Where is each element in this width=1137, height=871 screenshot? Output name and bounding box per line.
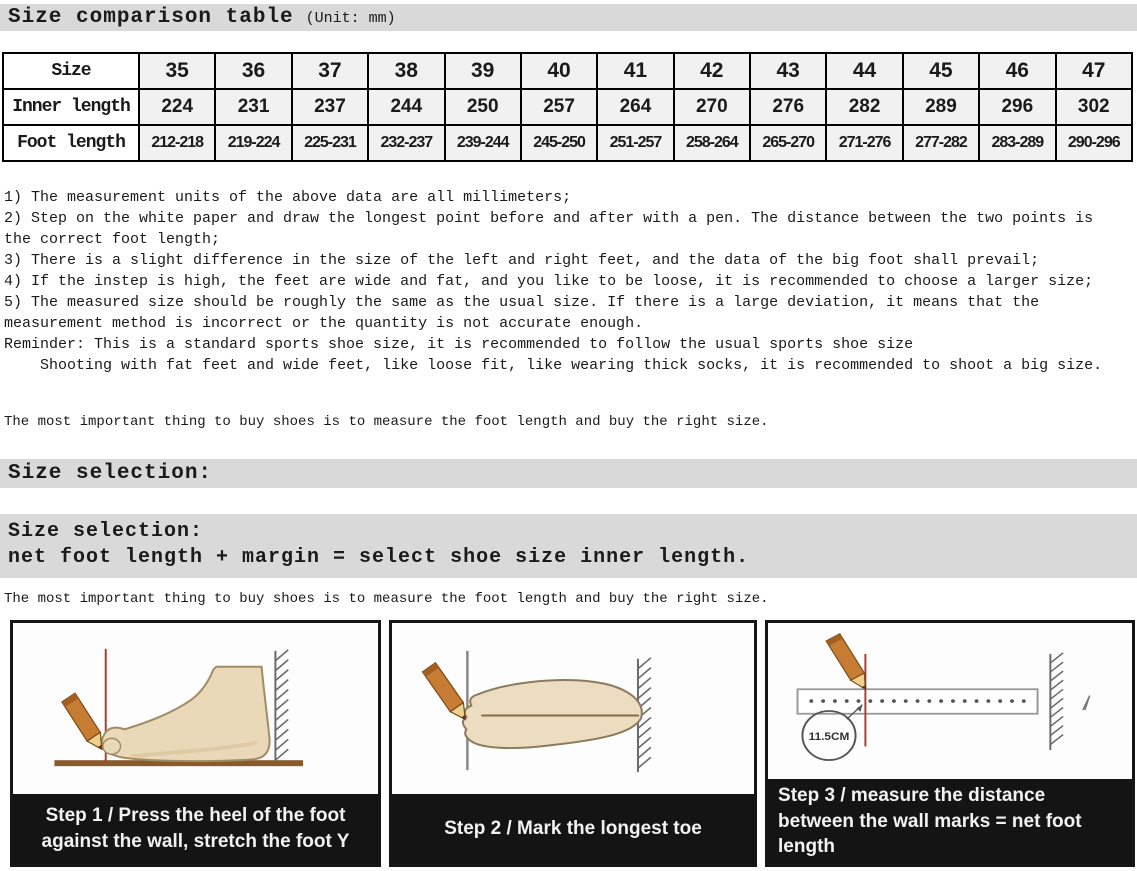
foot-top-icon <box>463 680 642 748</box>
ruler-measurement-label: 11.5CM <box>808 731 850 743</box>
size-cell: 47 <box>1056 53 1133 89</box>
size-selection-formula: net foot length + margin = select shoe size inner length. <box>8 546 750 569</box>
foot-side-view-icon <box>13 623 378 794</box>
step2-panel <box>389 620 757 867</box>
note-line: 1) The measurement units of the above data are all millimeters; <box>4 189 572 206</box>
title-bar <box>0 4 1137 31</box>
row-label-inner-length: Inner length <box>3 89 139 125</box>
inner-length-cell: 250 <box>445 89 521 125</box>
size-cell: 43 <box>750 53 826 89</box>
note-line: 4) If the instep is high, the feet are wide and fat, and you like to be loose, it is recommended to choose a larger size; <box>4 273 1094 290</box>
size-comparison-table <box>2 52 1133 162</box>
important-note-repeat: The most important thing to buy shoes is to measure the foot length and buy the right size. <box>4 591 769 607</box>
inner-length-cell: 276 <box>750 89 826 125</box>
size-cell: 37 <box>292 53 368 89</box>
size-cell: 45 <box>903 53 979 89</box>
wall-hatch-icon <box>1050 653 1063 750</box>
size-cell: 35 <box>139 53 215 89</box>
step3-panel <box>765 620 1135 867</box>
foot-length-cell: 265-270 <box>750 125 826 161</box>
table-row-size <box>3 53 1132 89</box>
measurement-notes <box>4 187 1109 376</box>
size-selection-heading-label: Size selection: <box>8 462 213 485</box>
inner-length-cell: 231 <box>215 89 291 125</box>
inner-length-cell: 237 <box>292 89 368 125</box>
size-cell: 38 <box>368 53 444 89</box>
size-cell: 44 <box>826 53 902 89</box>
big-toe <box>103 738 121 754</box>
pencil-icon <box>422 663 471 724</box>
foot-side-icon <box>102 667 270 761</box>
foot-length-cell: 232-237 <box>368 125 444 161</box>
note-line: Reminder: This is a standard sports shoe size, it is recommended to follow the usual sports shoe size <box>4 336 914 353</box>
inner-length-cell: 244 <box>368 89 444 125</box>
foot-length-cell: 277-282 <box>903 125 979 161</box>
size-cell: 41 <box>597 53 673 89</box>
note-line: Shooting with fat feet and wide feet, like loose fit, like wearing thick socks, it is recommended to shoot a big size. <box>4 357 1103 374</box>
foot-length-cell: 290-296 <box>1056 125 1133 161</box>
foot-length-cell: 283-289 <box>979 125 1055 161</box>
page-title: Size comparison table <box>8 6 294 29</box>
row-label-size: Size <box>3 53 139 89</box>
step1-panel <box>10 620 381 867</box>
foot-length-cell: 219-224 <box>215 125 291 161</box>
step1-caption: Step 1 / Press the heel of the foot against the wall, stretch the foot Y <box>13 794 378 864</box>
unit-label: (Unit: mm) <box>305 10 396 27</box>
inner-length-cell: 270 <box>674 89 750 125</box>
note-line: 2) Step on the white paper and draw the longest point before and after with a pen. The distance between the two points is the correct foot length; <box>4 210 1103 248</box>
foot-length-cell: 271-276 <box>826 125 902 161</box>
size-selection-block-title: Size selection: <box>8 520 204 543</box>
inner-length-cell: 224 <box>139 89 215 125</box>
pencil-icon <box>62 693 109 753</box>
row-label-foot-length: Foot length <box>3 125 139 161</box>
inner-length-cell: 289 <box>903 89 979 125</box>
important-note: The most important thing to buy shoes is to measure the foot length and buy the right size. <box>4 414 769 430</box>
size-selection-heading <box>0 459 1137 488</box>
step2-illustration <box>392 623 754 794</box>
size-cell: 46 <box>979 53 1055 89</box>
step1-illustration <box>13 623 378 794</box>
wall-hatch-icon <box>275 650 288 762</box>
inner-length-cell: 264 <box>597 89 673 125</box>
ruler-icon <box>798 689 1038 714</box>
inner-length-cell: 282 <box>826 89 902 125</box>
foot-length-cell: 212-218 <box>139 125 215 161</box>
step3-illustration <box>768 623 1132 779</box>
table-row-inner-length <box>3 89 1132 125</box>
table-row-foot-length <box>3 125 1132 161</box>
size-cell: 36 <box>215 53 291 89</box>
step2-caption: Step 2 / Mark the longest toe <box>392 794 754 864</box>
size-selection-block <box>0 514 1137 578</box>
note-line: 5) The measured size should be roughly the same as the usual size. If there is a large deviation, it means that the measurement method is incorrect or the quantity is not accurate enough. <box>4 294 1049 332</box>
inner-length-cell: 302 <box>1056 89 1133 125</box>
size-cell: 39 <box>445 53 521 89</box>
foot-length-cell: 245-250 <box>521 125 597 161</box>
foot-length-cell: 225-231 <box>292 125 368 161</box>
inner-length-cell: 296 <box>979 89 1055 125</box>
foot-top-view-icon <box>392 623 754 794</box>
size-cell: 42 <box>674 53 750 89</box>
clip-mark <box>1083 696 1090 711</box>
inner-length-cell: 257 <box>521 89 597 125</box>
step3-caption: Step 3 / measure the distance between the wall marks = net foot length <box>768 779 1132 864</box>
measurement-steps <box>10 620 1135 867</box>
foot-length-cell: 251-257 <box>597 125 673 161</box>
ruler-measure-icon <box>768 623 1132 779</box>
foot-length-cell: 258-264 <box>674 125 750 161</box>
note-line: 3) There is a slight difference in the size of the left and right feet, and the data of the big foot shall prevail; <box>4 252 1040 269</box>
size-cell: 40 <box>521 53 597 89</box>
foot-length-cell: 239-244 <box>445 125 521 161</box>
